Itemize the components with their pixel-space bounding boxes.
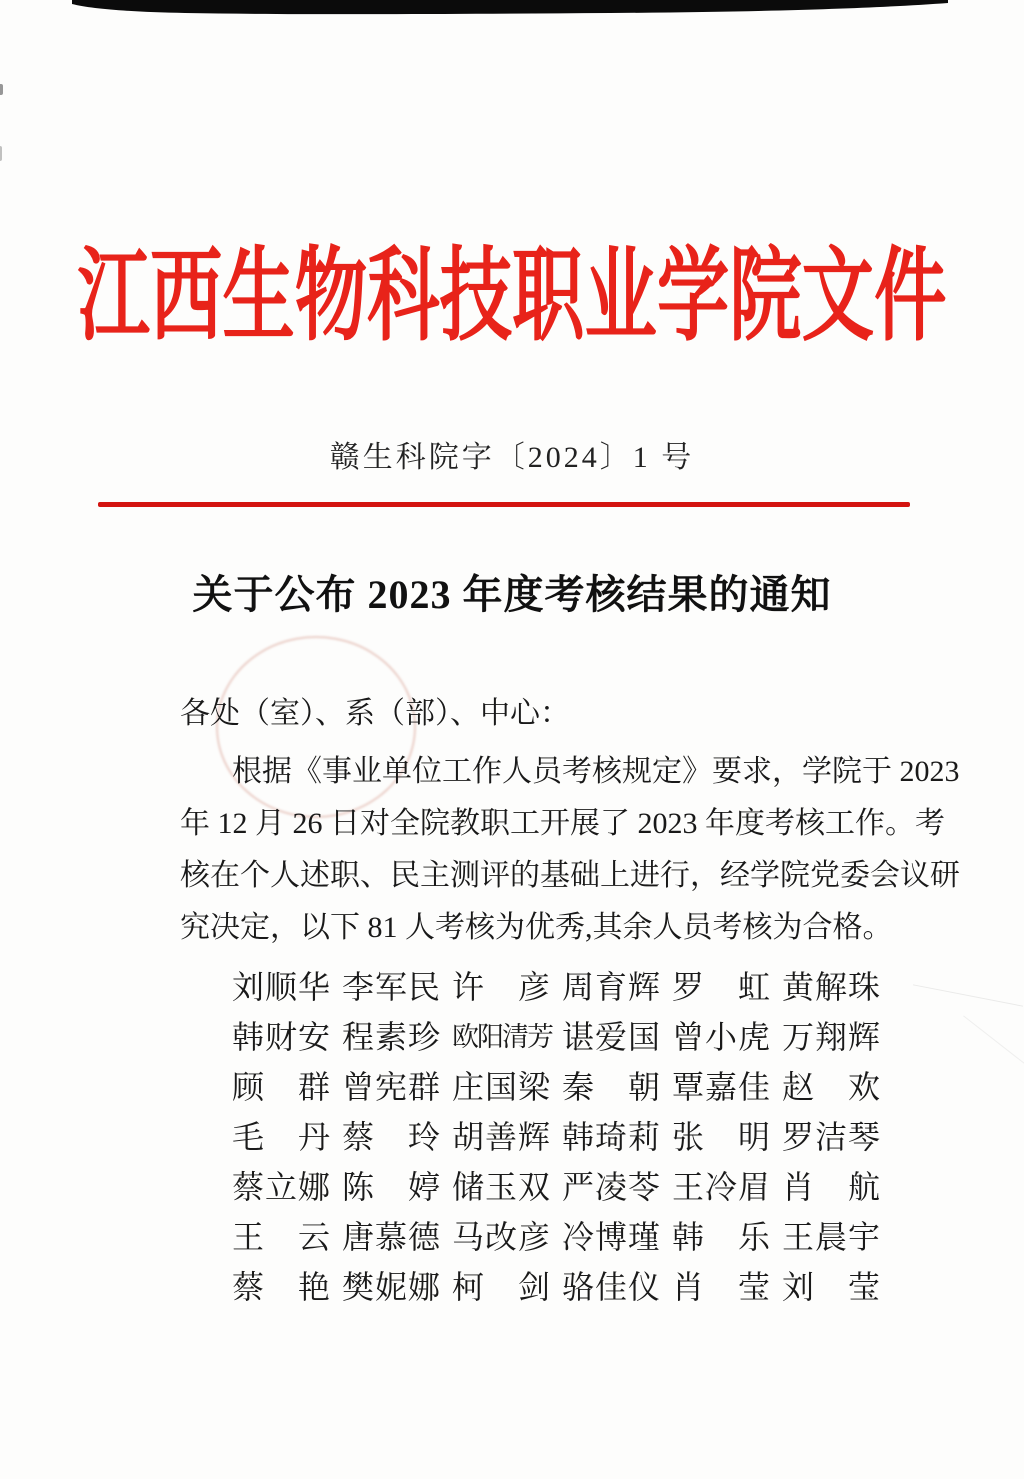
honoree-name: 胡善辉 <box>452 1119 552 1155</box>
document-body <box>180 688 960 1312</box>
honoree-name: 罗 虹 <box>672 969 772 1005</box>
honoree-name: 曾小虎 <box>672 1019 772 1055</box>
scan-artifact-crease <box>913 984 1023 1006</box>
scan-artifact-crease <box>963 1015 1024 1065</box>
honoree-name: 谌爱国 <box>562 1019 662 1055</box>
document-number: 赣生科院字〔2024〕1 号 <box>329 441 695 474</box>
honoree-name: 毛 丹 <box>232 1119 332 1155</box>
honoree-names-grid <box>232 962 902 1312</box>
honoree-name: 刘 莹 <box>782 1269 882 1305</box>
honoree-name: 秦 朝 <box>562 1069 662 1105</box>
honoree-name: 马改彦 <box>452 1219 552 1255</box>
honoree-name: 王晨宇 <box>782 1219 882 1255</box>
body-paragraph <box>180 746 960 954</box>
body-line: 根据《事业单位工作人员考核规定》要求，学院于 2023 <box>232 755 960 788</box>
scan-artifact-edge-mark <box>0 146 2 161</box>
honoree-name: 韩财安 <box>232 1019 332 1055</box>
honoree-name: 覃嘉佳 <box>672 1069 772 1105</box>
honoree-name: 骆佳仪 <box>562 1269 662 1305</box>
honoree-name: 刘顺华 <box>232 969 332 1005</box>
honoree-name: 韩 乐 <box>672 1219 772 1255</box>
honoree-name: 欧阳清芳 <box>452 1022 552 1052</box>
scan-artifact-edge-mark <box>0 84 3 95</box>
honoree-name: 王 云 <box>232 1219 332 1255</box>
body-line: 究决定，以下 81 人考核为优秀,其余人员考核为合格。 <box>180 911 893 944</box>
honoree-name: 冷博瑾 <box>562 1219 662 1255</box>
notice-title: 关于公布 2023 年度考核结果的通知 <box>192 572 832 617</box>
letterhead <box>0 238 1024 358</box>
red-separator-rule <box>98 502 910 507</box>
honoree-name: 曾宪群 <box>342 1069 442 1105</box>
honoree-name: 许 彦 <box>452 969 552 1005</box>
honoree-name: 肖 航 <box>782 1169 882 1205</box>
honoree-name: 肖 莹 <box>672 1269 772 1305</box>
honoree-name: 王冷眉 <box>672 1169 772 1205</box>
honoree-name: 樊妮娜 <box>342 1269 442 1305</box>
honoree-name: 程素珍 <box>342 1019 442 1055</box>
body-line: 核在个人述职、民主测评的基础上进行，经学院党委会议研 <box>180 859 960 892</box>
honoree-name: 周育辉 <box>562 969 662 1005</box>
scan-artifact-top-bar <box>0 0 1024 18</box>
body-line: 年 12 月 26 日对全院教职工开展了 2023 年度考核工作。考 <box>180 807 945 840</box>
salutation-line: 各处（室）、系（部）、中心： <box>180 697 570 730</box>
honoree-name: 蔡 艳 <box>232 1269 332 1305</box>
honoree-name: 唐慕德 <box>342 1219 442 1255</box>
honoree-name: 蔡立娜 <box>232 1169 332 1205</box>
honoree-name: 李军民 <box>342 969 442 1005</box>
honoree-name: 柯 剑 <box>452 1269 552 1305</box>
honoree-name: 陈 婷 <box>342 1169 442 1205</box>
honoree-name: 庄国梁 <box>452 1069 552 1105</box>
honoree-name: 蔡 玲 <box>342 1119 442 1155</box>
letterhead-title: 江西生物科技职业学院文件 <box>77 241 947 354</box>
honoree-name: 韩琦莉 <box>562 1119 662 1155</box>
honoree-name: 赵 欢 <box>782 1069 882 1105</box>
honoree-name: 严凌苓 <box>562 1169 662 1205</box>
honoree-name: 万翔辉 <box>782 1019 882 1055</box>
honoree-name: 罗洁琴 <box>782 1119 882 1155</box>
honoree-name: 张 明 <box>672 1119 772 1155</box>
honoree-name: 储玉双 <box>452 1169 552 1205</box>
honoree-name: 黄解珠 <box>782 969 882 1005</box>
honoree-name: 顾 群 <box>232 1069 332 1105</box>
